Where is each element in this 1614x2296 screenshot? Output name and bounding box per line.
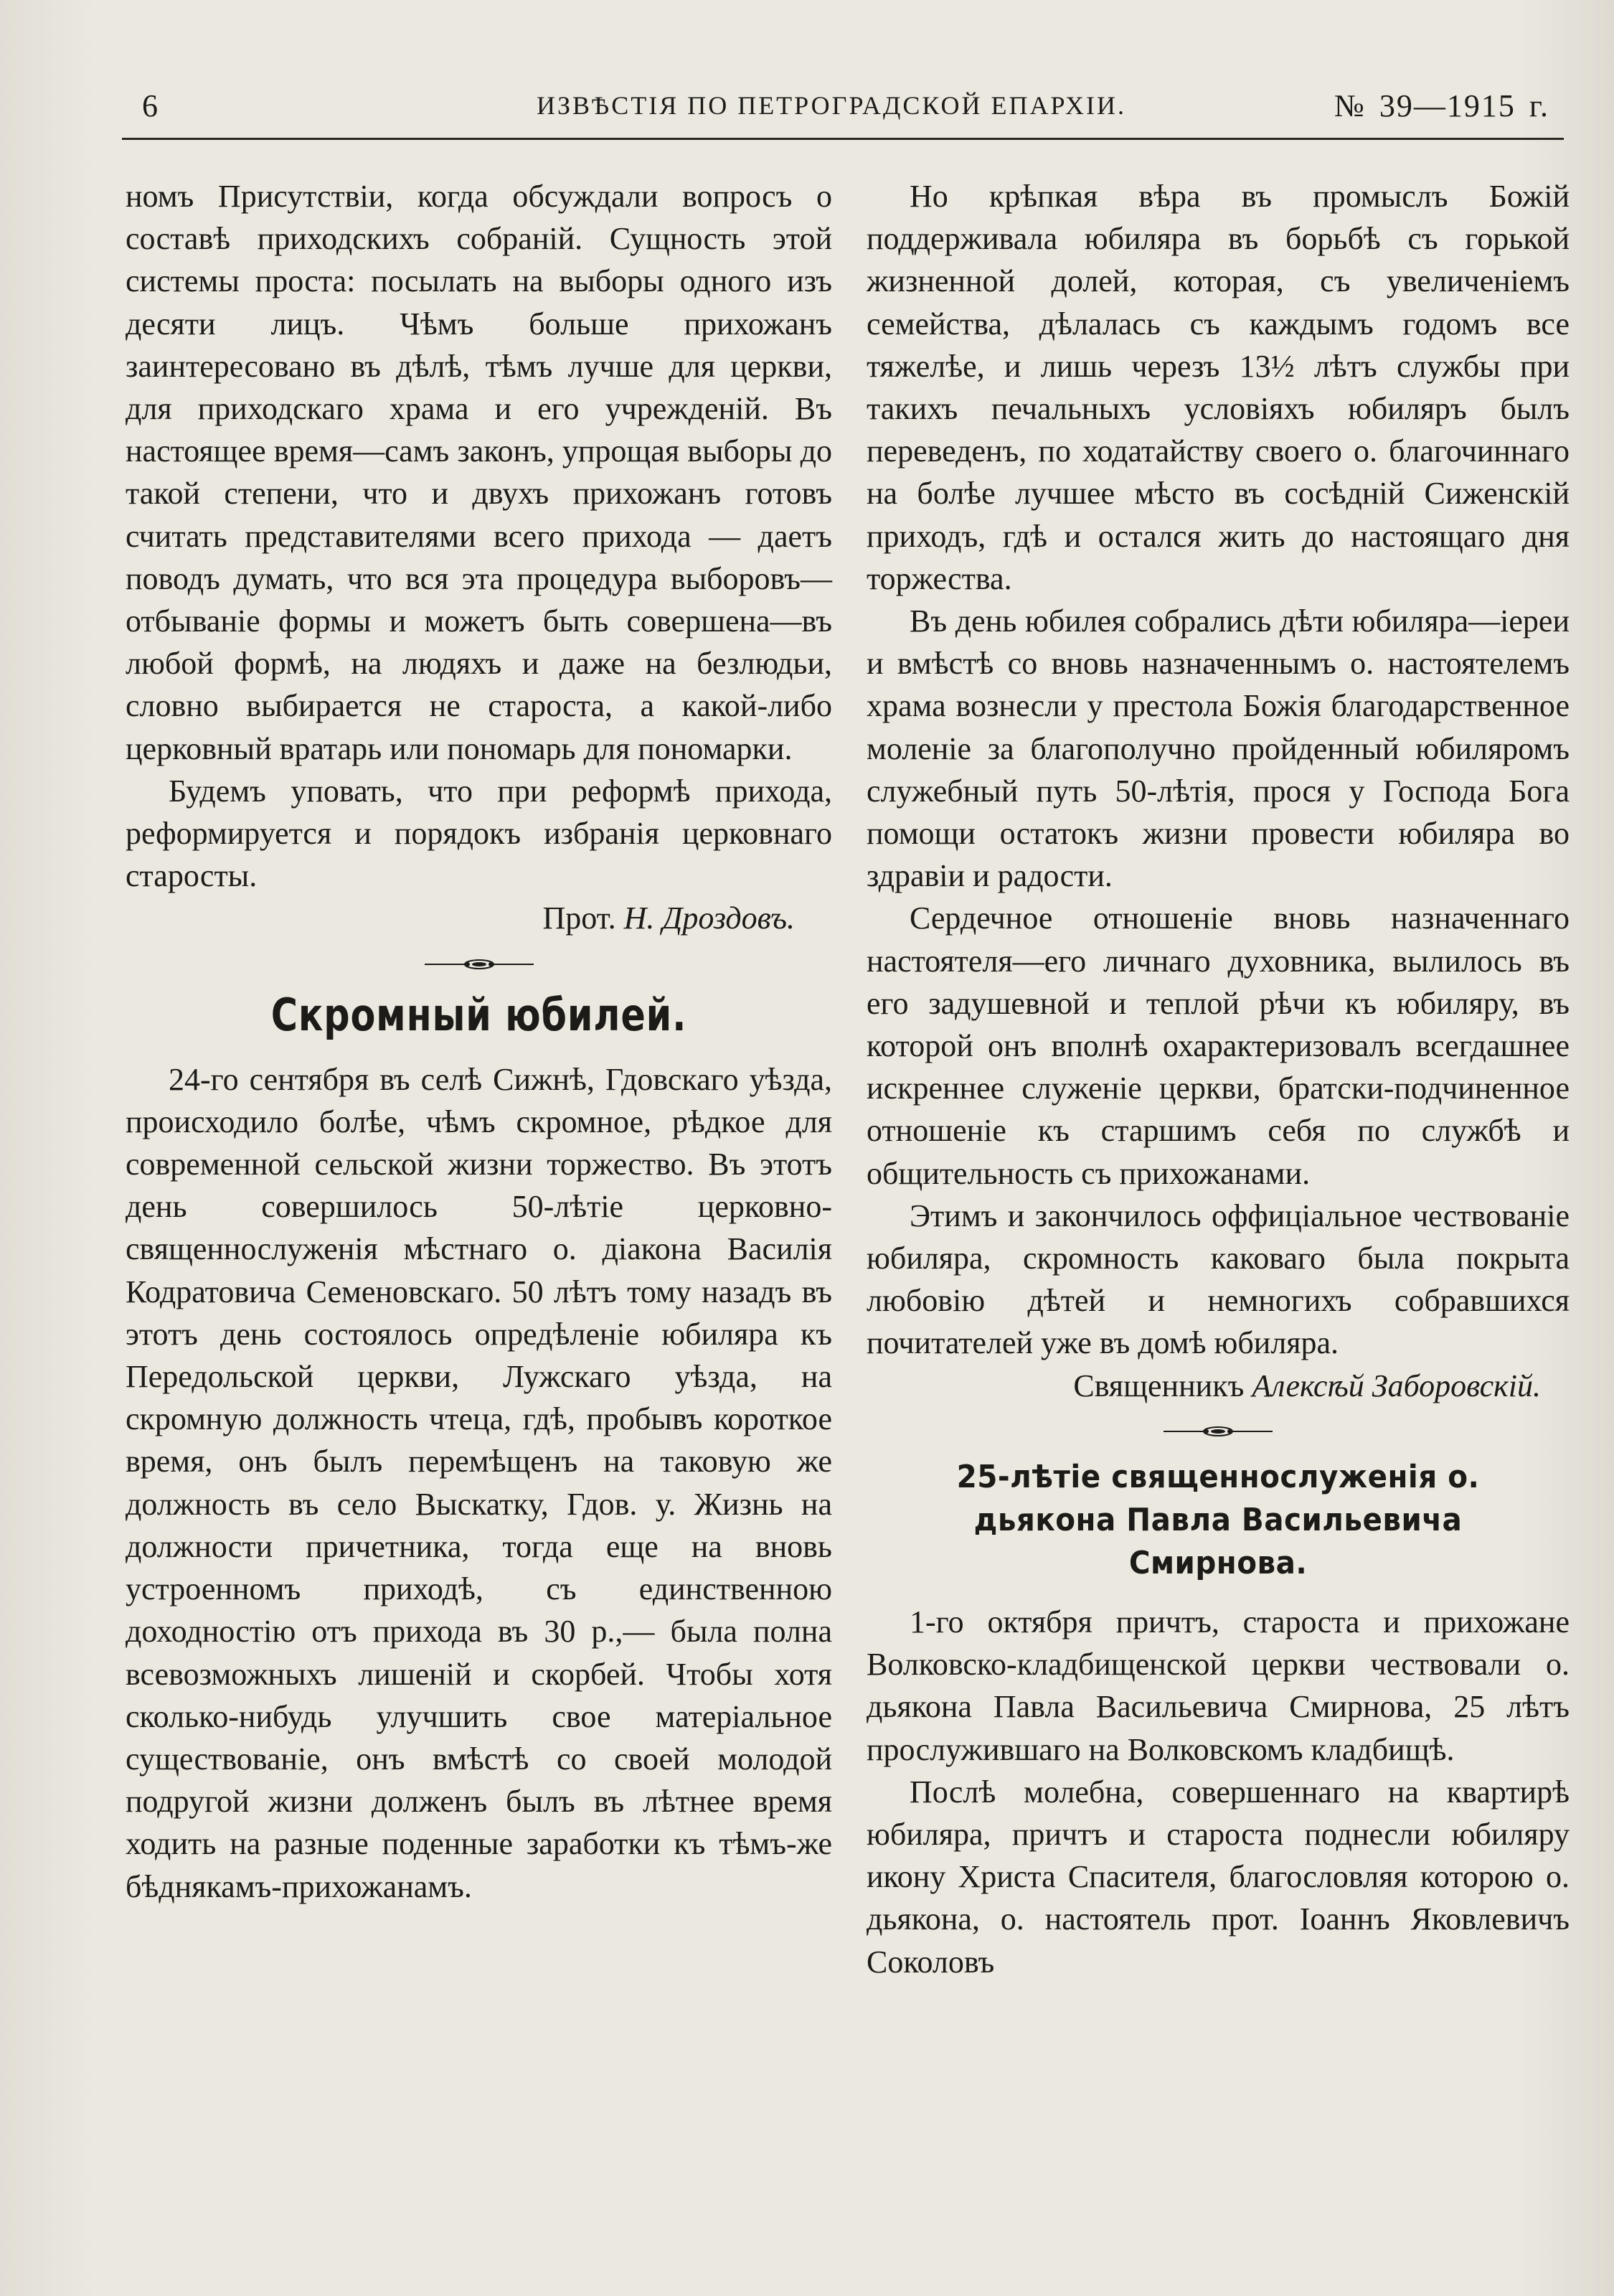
page-header xyxy=(122,88,1564,131)
fleuron-divider-icon xyxy=(422,956,537,973)
author-signature xyxy=(126,897,832,939)
article-paragraph: Послѣ молебна, совершеннаго на квартирѣ юбиляра, причтъ и староста поднесли юбиляру икону Христа Спасителя, благословляя которою о. дьякона, о. настоятель прот. Іоаннъ Яковлевичъ Соколовъ xyxy=(867,1774,1570,1980)
signature-name: Алексѣй Заборовскій. xyxy=(1252,1368,1541,1403)
right-column xyxy=(867,175,1570,1983)
issue-number: № 39—1915 г. xyxy=(1334,88,1549,123)
article-continuation-paragraph: номъ Присутствіи, когда обсуждали вопросъ о составѣ приходскихъ собраній. Сущность этой системы проста: посылать на выборы одного изъ десяти лицъ. Чѣмъ больше прихожанъ заинтересовано въ дѣлѣ, тѣмъ лучше для церкви, для приходскаго храма и его учрежденій. Въ настоящее время—самъ законъ, упрощая выборы до такой степени, что и двухъ прихожанъ готовъ считать представителями всего прихода — даетъ поводъ думать, что вся эта процедура выборовъ—отбываніе формы и можетъ быть совершена—въ любой формѣ, на людяхъ и даже на безлюдьи, словно выбирается не староста, а какой-либо церковный вратарь или пономарь для пономарки. xyxy=(126,179,832,766)
signature-name: Н. Дроздовъ. xyxy=(623,900,795,936)
author-signature xyxy=(867,1365,1570,1407)
left-column xyxy=(126,175,832,1908)
page-number: 6 xyxy=(142,88,159,123)
publication-title: ИЗВѢСТІЯ ПО ПЕТРОГРАДСКОЙ ЕПАРХІИ. xyxy=(537,91,1126,120)
article-paragraph: 1-го октября причтъ, староста и прихожане Волковско-кладбищенской церкви чествовали о. дьякона Павла Васильевича Смирнова, 25 лѣтъ прослужившаго на Волковскомъ кладбищѣ. xyxy=(867,1604,1570,1767)
article-heading: 25-лѣтіе священнослуженія о. дьякона Павла Васильевича Смирнова. xyxy=(956,1458,1480,1581)
fleuron-divider-icon xyxy=(1161,1423,1275,1440)
article-closing-paragraph: Будемъ уповать, что при реформѣ прихода, реформируется и порядокъ избранія церковнаго старосты. xyxy=(126,773,832,894)
signature-title: Прот. xyxy=(542,900,616,936)
article-heading: Скромный юбилей. xyxy=(270,988,687,1041)
signature-title: Священникъ xyxy=(1073,1368,1245,1403)
article-paragraph: Этимъ и закончилось оффиціальное чествованіе юбиляра, скромность каковаго была покрыта любовію дѣтей и немногихъ собравшихся почитателей уже въ домѣ юбиляра. xyxy=(867,1198,1570,1361)
article-paragraph: Въ день юбилея собрались дѣти юбиляра—іереи и вмѣстѣ со вновь назначеннымъ о. настоятелемъ храма вознесли у престола Божія благодарственное моленіе за благополучно пройденный юбиляромъ служебный путь 50-лѣтія, прося у Господа Бога помощи остатокъ жизни провести юбиляра во здравіи и радости. xyxy=(867,603,1570,894)
article-paragraph: 24-го сентября въ селѣ Сижнѣ, Гдовскаго уѣзда, происходило болѣе, чѣмъ скромное, рѣдкое для современной сельской жизни торжество. Въ этотъ день совершилось 50-лѣтіе церковно-священнослуженія мѣстнаго о. діакона Василія Кодратовича Семеновскаго. 50 лѣтъ тому назадъ въ этотъ день состоялось опредѣленіе юбиляра къ Передольской церкви, Лужскаго уѣзда, на скромную должность чтеца, гдѣ, пробывъ короткое время, онъ былъ перемѣщенъ на таковую же должность въ село Выскатку, Гдов. у. Жизнь на должности причетника, тогда еще на вновь устроенномъ приходѣ, съ единственною доходностію отъ прихода въ 30 р.,— была полна всевозможныхъ лишеній и скорбей. Чтобы хотя сколько-нибудь улучшить свое матеріальное существованіе, онъ вмѣстѣ со своей молодой подругой жизни долженъ былъ въ лѣтнее время ходить на разные поденные заработки къ тѣмъ-же бѣднякамъ-прихожанамъ. xyxy=(126,1061,832,1904)
article-paragraph: Сердечное отношеніе вновь назначеннаго настоятеля—его личнаго духовника, вылилось въ его задушевной и теплой рѣчи къ юбиляру, въ которой онъ вполнѣ охарактеризовалъ всегдашнее искреннее служеніе церкви, братски-подчиненное отношеніе къ старшимъ себя по службѣ и общительность съ прихожанами. xyxy=(867,900,1570,1191)
header-rule xyxy=(122,138,1564,140)
article-paragraph: Но крѣпкая вѣра въ промыслъ Божій поддерживала юбиляра въ борьбѣ съ горькой жизненной долей, которая, съ увеличеніемъ семейства, дѣлалась съ каждымъ годомъ все тяжелѣе, и лишь черезъ 13½ лѣтъ службы при такихъ печальныхъ условіяхъ юбиляръ былъ переведенъ, по ходатайству своего о. благочиннаго на болѣе лучшее мѣсто въ сосѣдній Сиженскій приходъ, гдѣ и остался жить до настоящаго дня торжества. xyxy=(867,179,1570,596)
